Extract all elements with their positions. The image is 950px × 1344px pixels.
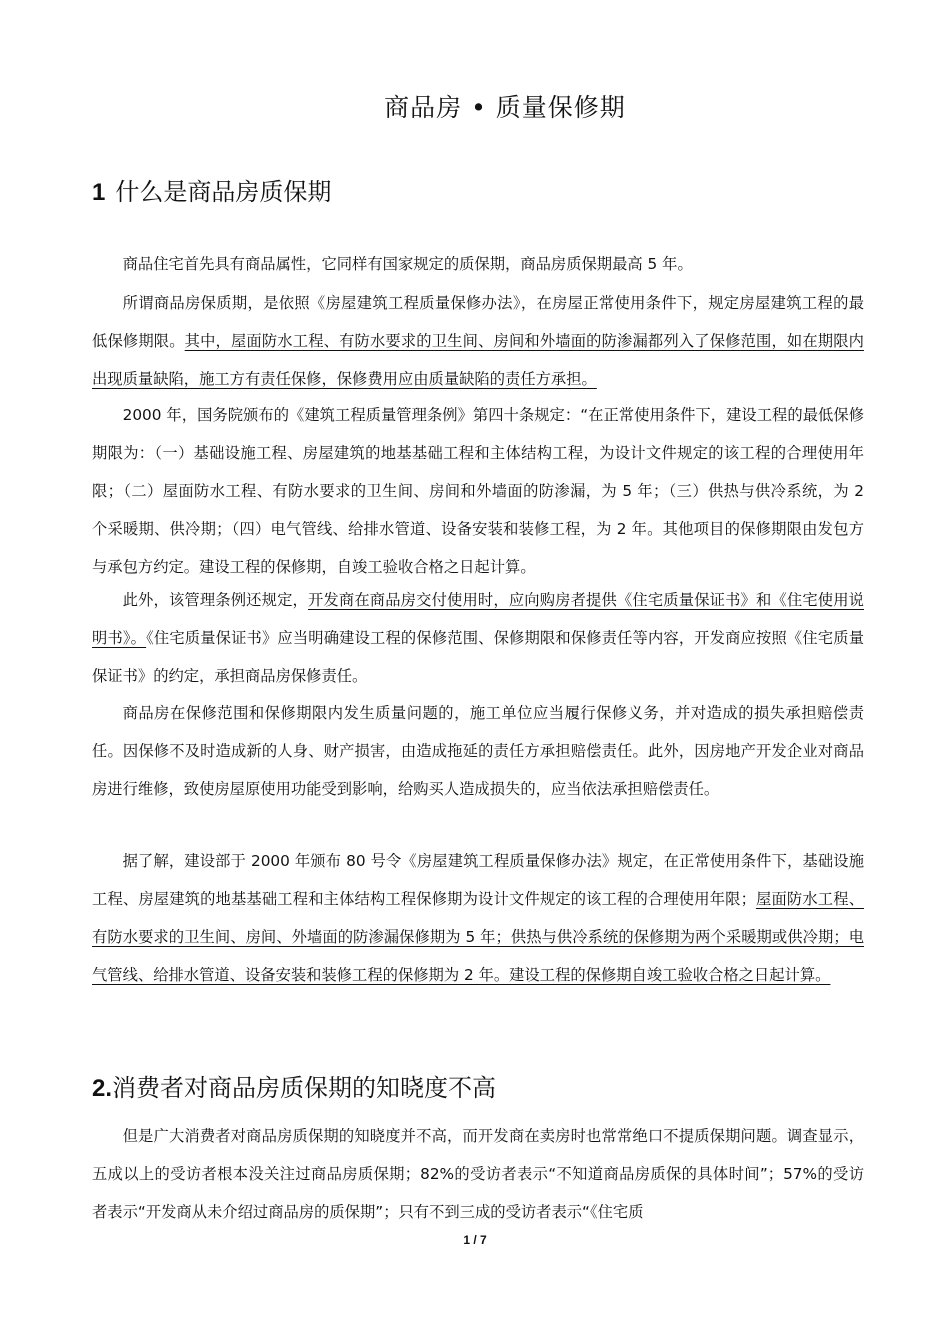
paragraph-4-text-a: 此外，该管理条例还规定， [122, 591, 308, 609]
paragraph-2-text: 所谓商品房保质期，是依照《房屋建筑工程质量保修办法》，在房屋正常使用条件下，规定房屋建筑工程的最低保修期限。 [92, 294, 864, 350]
section-2-paragraph-1: 但是广大消费者对商品房质保期的知晓度并不高，而开发商在卖房时也常常绝口不提质保期问题。调查显示，五成以上的受访者根本没关注过商品房质保期；82%的受访者表示“不知道商品房质保的具体时间”；57%的受访者表示“开发商从未介绍过商品房的质保期”；只有不到三成的受访者表示“《住宅质 [92, 1127, 864, 1221]
paragraph-6-underlined-text: 屋面防水工程、有防水要求的卫生间、房间、外墙面的防渗漏保修期为 5 年；供热与供冷系统的保修期为两个采暖期或供冷期；电气管线、给排水管道、设备安装和装修工程的保修期为 2 年。建设工程的保修期自竣工验收合格之日起计算。 [92, 890, 864, 984]
section-1-paragraph-6 [92, 842, 864, 994]
paragraph-4-underlined-text: 开发商在商品房交付使用时，应向购房者提供《住宅质量保证书》和《住宅使用说明书》。 [92, 591, 864, 647]
paragraph-4-text-b: 《住宅质量保证书》应当明确建设工程的保修范围、保修期限和保修责任等内容，开发商应按照《住宅质量保证书》的约定，承担商品房保修责任。 [92, 629, 864, 685]
paragraph-2-underlined-text: 其中，屋面防水工程、有防水要求的卫生间、房间和外墙面的防渗漏都列入了保修范围，如在期限内出现质量缺陷，施工方有责任保修，保修费用应由质量缺陷的责任方承担。 [92, 332, 864, 388]
section-1-paragraph-4 [92, 581, 864, 695]
section-2-number: 2. [92, 1075, 113, 1102]
section-1-paragraph-3: 2000 年，国务院颁布的《建筑工程质量管理条例》第四十条规定：“在正常使用条件下，建设工程的最低保修期限为：（一）基础设施工程、房屋建筑的地基基础工程和主体结构工程，为设计文件规定的该工程的合理使用年限；（二）屋面防水工程、有防水要求的卫生间、房间和外墙面的防渗漏，为 5 年；（三）供热与供冷系统，为 2 个采暖期、供冷期；（四）电气管线、给排水管道、设备安装和装修工程，为 2 年。其他项目的保修期限由发包方与承包方约定。建设工程的保修期，自竣工验收合格之日起计算。 [92, 406, 864, 576]
section-1-paragraph-2 [92, 284, 864, 398]
page-number: 1 / 7 [463, 1233, 487, 1247]
section-2-heading [92, 1068, 496, 1103]
section-1-paragraph-1: 商品住宅首先具有商品属性，它同样有国家规定的质保期，商品房质保期最高 5 年。 [122, 255, 693, 273]
document-title: 商品房 • 质量保修期 [384, 93, 626, 122]
paragraph-6-text: 据了解，建设部于 2000 年颁布 80 号令《房屋建筑工程质量保修办法》规定，在正常使用条件下，基础设施工程、房屋建筑的地基基础工程和主体结构工程保修期为设计文件规定的该工程的合理使用年限； [92, 852, 864, 908]
section-1-heading-text: 什么是商品房质保期 [115, 178, 332, 206]
section-1-number: 1 [92, 179, 106, 206]
section-1-heading [92, 172, 331, 207]
section-1-paragraph-5: 商品房在保修范围和保修期限内发生质量问题的，施工单位应当履行保修义务，并对造成的损失承担赔偿责任。因保修不及时造成新的人身、财产损害，由造成拖延的责任方承担赔偿责任。此外，因房地产开发企业对商品房进行维修，致使房屋原使用功能受到影响，给购买人造成损失的，应当依法承担赔偿责任。 [92, 704, 864, 798]
section-2-heading-text: 消费者对商品房质保期的知晓度不高 [112, 1074, 497, 1102]
